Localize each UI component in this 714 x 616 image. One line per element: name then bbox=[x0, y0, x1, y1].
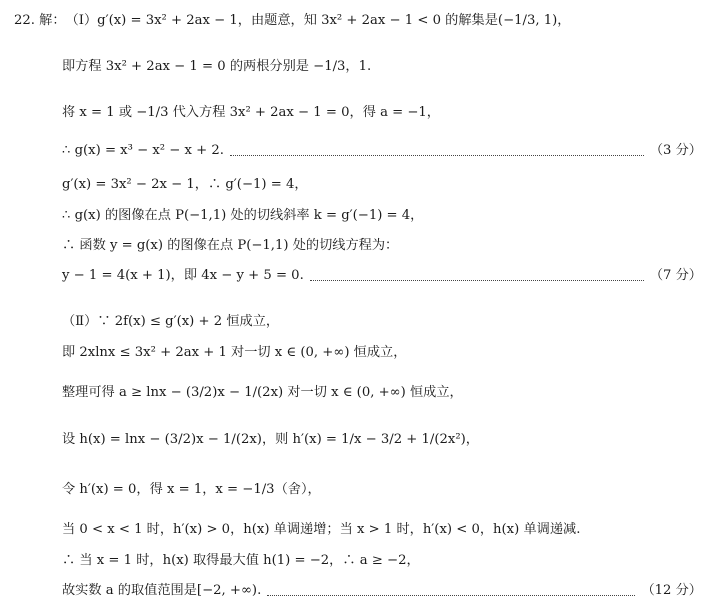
solution-line-5 bbox=[62, 170, 308, 200]
line-text: 当 0 < x < 1 时，h′(x) > 0，h(x) 单调递增；当 x > 1 时，h′(x) < 0，h(x) 单调递减. bbox=[62, 522, 581, 538]
line-text: 整理可得 a ≥ lnx − (3/2)x − 1/(2x) 对一切 x ∈ (0, +∞) 恒成立， bbox=[62, 385, 463, 401]
score-label: （7 分） bbox=[649, 268, 702, 284]
solution-line-13 bbox=[62, 475, 321, 505]
line-text: ∴ 函数 y = g(x) 的图像在点 P(−1,1) 处的切线方程为： bbox=[62, 238, 399, 254]
solution-line-7 bbox=[62, 231, 398, 261]
solution-line-4 bbox=[62, 136, 702, 166]
solution-line-10 bbox=[62, 338, 406, 368]
dotted-leader bbox=[230, 155, 644, 156]
solution-line-11 bbox=[62, 378, 463, 408]
problem-number: 22. 解： bbox=[14, 13, 66, 29]
line-text: y − 1 = 4(x + 1)，即 4x − y + 5 = 0. bbox=[62, 268, 304, 284]
solution-line-1 bbox=[14, 6, 570, 36]
line-text: ∴ 当 x = 1 时，h(x) 取得最大值 h(1) = −2，∴ a ≥ −2， bbox=[62, 553, 420, 569]
dotted-leader bbox=[310, 280, 644, 281]
line-text: 设 h(x) = lnx − (3/2)x − 1/(2x)，则 h′(x) = 1/x − 3/2 + 1/(2x²)， bbox=[62, 432, 479, 448]
line-text: 故实数 a 的取值范围是[−2, +∞). bbox=[62, 583, 262, 599]
line-text: 将 x = 1 或 −1/3 代入方程 3x² + 2ax − 1 = 0，得 a = −1， bbox=[62, 105, 440, 121]
line-text: 即方程 3x² + 2ax − 1 = 0 的两根分别是 −1/3，1. bbox=[62, 59, 372, 75]
line-text: （Ⅰ）g′(x) = 3x² + 2ax − 1，由题意，知 3x² + 2ax − 1 < 0 的解集是(−1/3, 1)， bbox=[65, 13, 571, 29]
line-text: ∴ g(x) = x³ − x² − x + 2. bbox=[62, 143, 224, 159]
solution-line-3 bbox=[62, 98, 440, 128]
line-text: 即 2xlnx ≤ 3x² + 2ax + 1 对一切 x ∈ (0, +∞) 恒成立， bbox=[62, 345, 407, 361]
solution-line-9 bbox=[62, 307, 279, 337]
solution-line-15 bbox=[62, 546, 420, 576]
solution-line-14 bbox=[62, 515, 580, 545]
line-text: g′(x) = 3x² − 2x − 1，∴ g′(−1) = 4， bbox=[62, 177, 308, 193]
score-label: （12 分） bbox=[641, 583, 702, 599]
solution-line-12 bbox=[62, 425, 479, 455]
line-text: ∴ g(x) 的图像在点 P(−1,1) 处的切线斜率 k = g′(−1) = 4， bbox=[62, 208, 424, 224]
solution-line-2 bbox=[62, 52, 371, 82]
score-label: （3 分） bbox=[649, 143, 702, 159]
solution-line-16 bbox=[62, 576, 702, 606]
line-text: 令 h′(x) = 0，得 x = 1，x = −1/3（舍）， bbox=[62, 482, 321, 498]
dotted-leader bbox=[267, 595, 635, 596]
solution-line-6 bbox=[62, 201, 423, 231]
solution-line-8 bbox=[62, 261, 702, 291]
line-text: （Ⅱ）∵ 2f(x) ≤ g′(x) + 2 恒成立， bbox=[62, 314, 280, 330]
